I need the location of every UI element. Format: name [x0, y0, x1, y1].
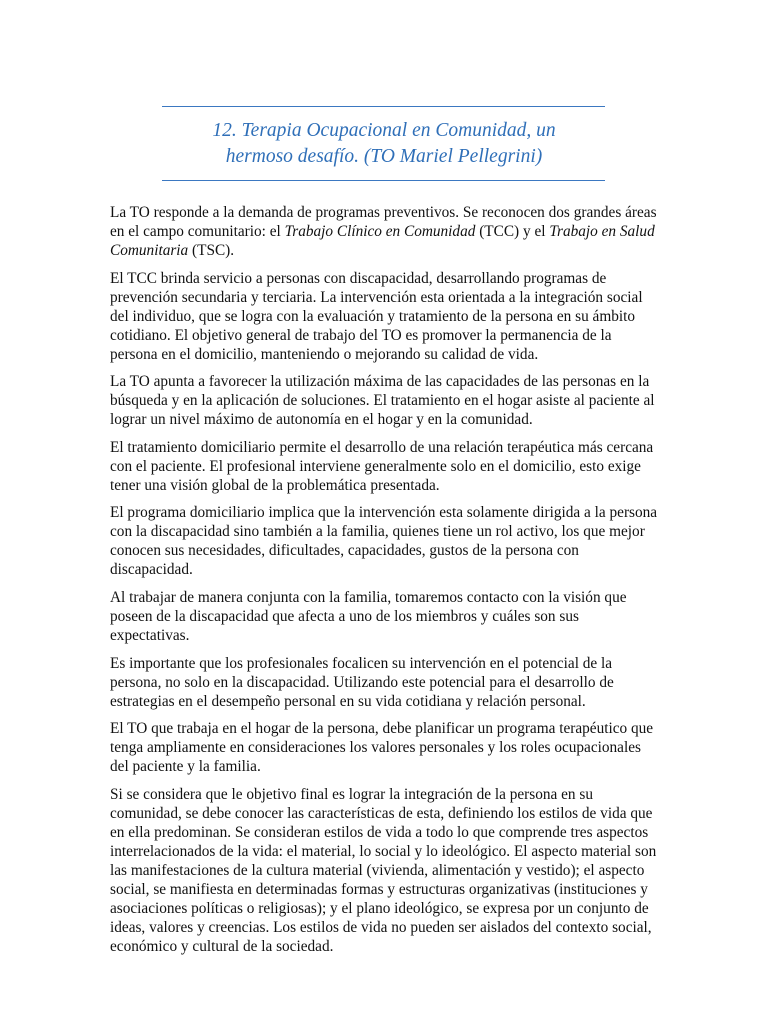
paragraph-1-text-e: (TSC).: [188, 242, 235, 259]
paragraph-2: El TCC brinda servicio a personas con discapacidad, desarrollando programas de prevención secundaria y terciaria. La intervención esta orientada a la integración social del individuo, que se logra con la evaluación y tratamiento de la persona en su ámbito cotidiano. El objetivo general de trabajo del TO es promover la permanencia de la persona en el domicilio, manteniendo o mejorando su calidad de vida.: [110, 269, 643, 363]
term-trabajo-clinico: Trabajo Clínico en Comunidad: [284, 223, 476, 240]
paragraph-9: Si se considera que le objetivo final es lograr la integración de la persona en su comunidad, se debe conocer las características de esta, definiendo los estilos de vida que en ella predominan. Se consideran estilos de vida a todo lo que comprende tres aspectos interrelacionados de la vida: el material, lo social y lo ideológico. El aspecto material son las manifestaciones de la cultura material (vivienda, alimentación y vestido); el aspecto social, se manifiesta en determinadas formas y estructuras organizativas (instituciones y asociaciones políticas o religiosas); y el plano ideológico, se expresa por un conjunto de ideas, valores y creencias. Los estilos de vida no pueden ser aislados del contexto social, económico y cultural de la sociedad.: [110, 785, 657, 955]
paragraph-1-text-c: (TCC) y el: [475, 223, 550, 240]
paragraph-1-text-a: La TO responde a la demanda de programas preventivos. Se reconocen dos grandes áreas en el campo comunitario: el: [110, 204, 657, 240]
paragraph-8: El TO que trabaja en el hogar de la persona, debe planificar un programa terapéutico que tenga ampliamente en consideraciones los valores personales y los roles ocupacionales del paciente y la familia.: [110, 720, 654, 776]
title-top-rule: [162, 106, 605, 107]
title-bottom-rule: [162, 180, 605, 181]
section-title: [150, 118, 618, 170]
section-title-line-1: 12. Terapia Ocupacional en Comunidad, un: [212, 120, 556, 141]
paragraph-6: Al trabajar de manera conjunta con la familia, tomaremos contacto con la visión que poseen de la discapacidad que afecta a uno de los miembros y cuáles son sus expectativas.: [110, 588, 627, 644]
paragraph-3: La TO apunta a favorecer la utilización máxima de las capacidades de las personas en la búsqueda y en la aplicación de soluciones. El tratamiento en el hogar asiste al paciente al lograr un nivel máximo de autonomía en el hogar y en la comunidad.: [110, 373, 655, 429]
section-title-line-2: hermoso desafío. (TO Mariel Pellegrini): [225, 146, 543, 167]
term-trabajo-salud: Trabajo en Salud Comunitaria: [110, 223, 655, 259]
paragraph-1: [110, 203, 662, 260]
paragraph-5: El programa domiciliario implica que la intervención esta solamente dirigida a la persona con la discapacidad sino también a la familia, quienes tiene un rol activo, los que mejor conocen sus necesidades, dificultades, capacidades, gustos de la persona con discapacidad.: [110, 504, 658, 579]
body-text: [110, 203, 662, 964]
paragraph-7: Es importante que los profesionales focalicen su intervención en el potencial de la persona, no solo en la discapacidad. Utilizando este potencial para el desarrollo de estrategias en el desempeño personal en su vida cotidiana y relación personal.: [110, 654, 614, 710]
paragraph-4: El tratamiento domiciliario permite el desarrollo de una relación terapéutica más cercana con el paciente. El profesional interviene generalmente solo en el domicilio, esto exige tener una visión global de la problemática presentada.: [110, 438, 654, 494]
